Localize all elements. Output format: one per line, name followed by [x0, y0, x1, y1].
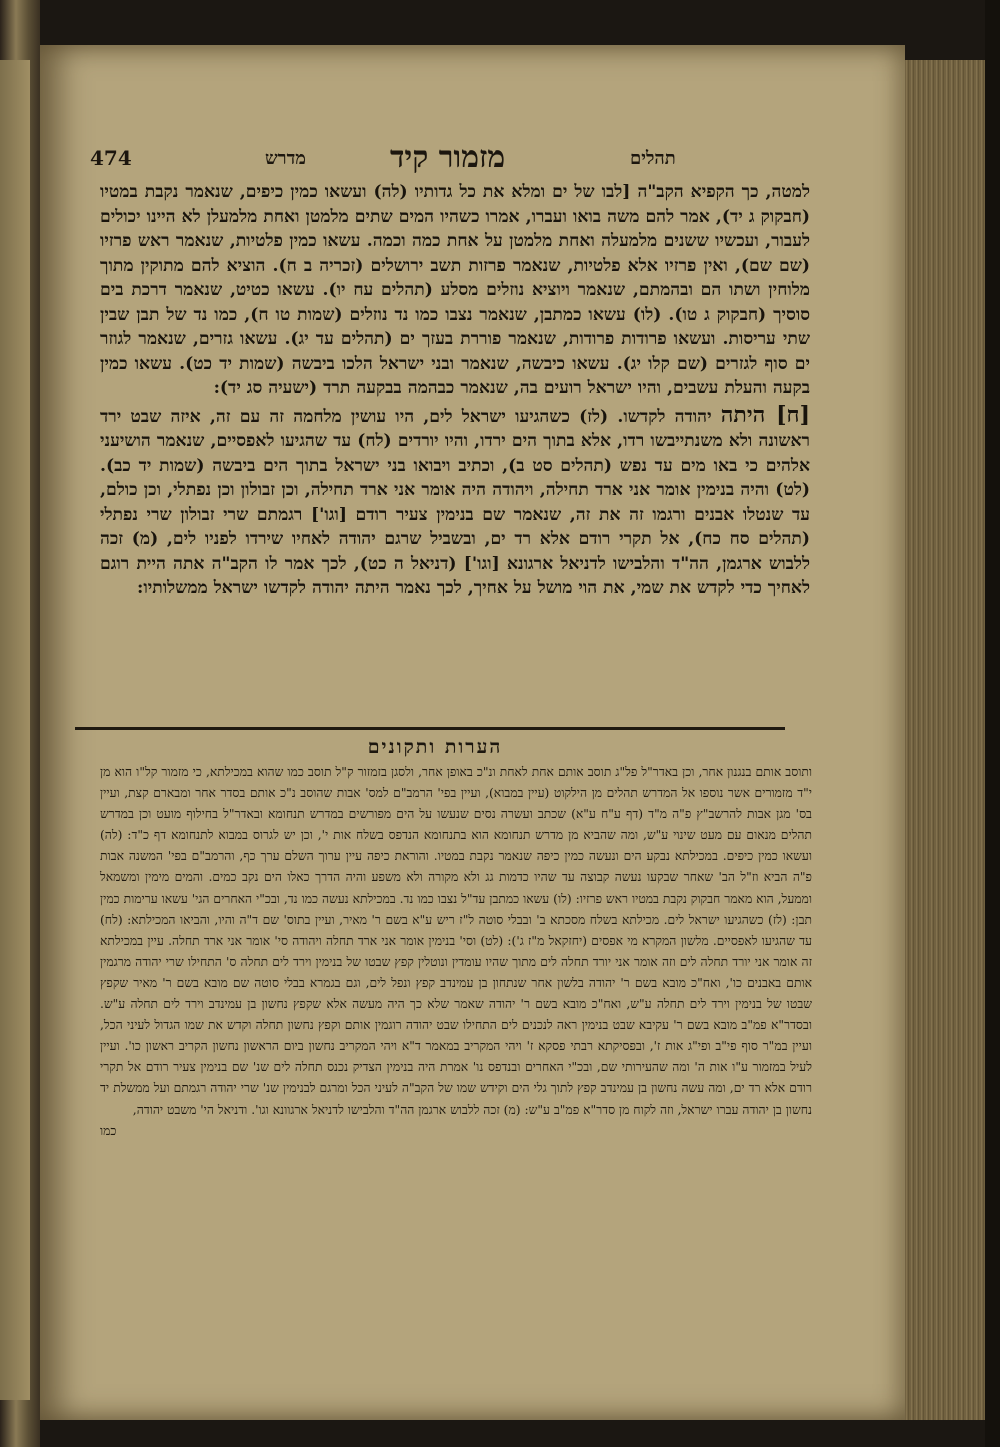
book-page-edges — [905, 60, 985, 1420]
main-text-block — [100, 180, 810, 601]
main-paragraph-2 — [100, 403, 810, 601]
notes-paragraph: ותוסב אותם בנגנון אחר, וכן באדר"ל פל"ג תוסב אותם אחת לאחת ונ"כ באופן אחר, ולסגן בזמזור ק"ל תוסב כמו שהוא במכילתא, כי מזמור קל"ו הוא מן י"ד מזמורים אשר נוספו אל המדרש תהלים מן הילקוט (עיין במבוא), ועיין בפי' הרמב"ם למס' אבות שהוסב נ"כ אותם בסדר אחר ומבארם קצת, ועיין בס' מגן אבות להרשב"ץ פ"ה מ"ד (דף ע"ח ע"א) שכתב ועשרה נסים שנעשו על הים מפורשים במדרש תנחומא ובאדר"ל בחילוף מועט וכן במדרש תהלים מנאום עם מעט שינוי ע"ש, ומה שהביא מן מדרש תנחומא הוא בתנחומא הנדפס בשלח אות י', וכן יש לגרוס במבוא לתנחומא דף כ"ד: (לה) ועשאו כמין כיפים. במכילתא נבקע הים ונעשה כמין כיפה שנאמר נקבת במטיו. והוראת כיפה עיין ערוך השלם ערך כף, והרמב"ם בפי' המשנה אבות פ"ה הביא וז"ל הב' שאחר שבקעו נעשה קבוצה עד שהיו כדמות גג ולא מקורה ולא משפע והיה הדרך כאלו הים נקב כמים. והמים מימין ומשמאל וממעל, הוא מאמר חבקוק נקבת במטיו ראש פרזיו: (לו) עשאו כמתבן עד"ל נצבו כמו נד. במכילתא נעשה כמו נד, ובכ"י האחרים הגי' עשאו ערימות כמין תבן: (לז) כשהגיעו ישראל לים. מכילתא בשלח מסכתא ב' ובבלי סוטה ל"ז ריש ע"א בשם ר' מאיר, ועיין בתוס' שם ד"ה והיו, והביאו המכילתא: (לח) עד שהגיעו לאפסיים. מלשון המקרא מי אפסים (יחזקאל מ"ז ג'): (לט) וסי' בנימין אומר אני ארד תחלה ויהודה סי' אומר אני ארד תחלה. עיין במכילתא זה אומר אני יורד תחלה לים וזה אומר אני יורד תחלה לים מתוך שהיו עומדין ונוטלין קפץ שבטו של בנימין וירד לים תחלה ס' התחילו שרי יהודה מרגמין אותם באבנים כו', ואח"כ מובא בשם ר' יהודה בלשון אחר שנתחון בן עמינדב קפץ ונפל לים, וגם בגמרא בבלי סוטה שם מובא בשם ר' מאיר שקפץ שבטו של בנימין וירד לים תחלה ע"ש, ואח"כ מובא בשם ר' יהודה שאמר שלא כך היה מעשה אלא שקפץ נחשון בן עמינדב וירד לים תחלה ע"ש. ובסדר"א פמ"ב מובא בשם ר' עקיבא שבט בנימין ראה לנכנים לים התחילו שבט יהודה רוגמין אותם וקפץ נחשון תחלה וקדש את שמו הגדול לעיני הכל, ועיין במ"ר סוף פי"ב ופי"ג אות ז', ובפסיקתא רבתי פסקא ז' ויהי המקריב במאמר ד"א ויהי המקריב נחשון ביום הראשון נחשון הקריב ראשון כו'. ועיין לעיל במזמור ע"ו אות ה' ומה שהעירותי שם, ובכ"י האחרים ובנדפס נו' אמרת היה בנימין הצדיק נכנס תחלה לים שנ' שם בנימין צעיר רודם אל תקרי רודם אלא רד ים, ומה עשה נחשון בן עמינדב קפץ לתוך גלי הים וקידש שמו של הקב"ה לעיני הכל ומרגם לבנימין שנ' שרי יהודה רגמתם ועל ממשלת יד נחשון בן יהודה עברו ישראל, וזה לקוח מן סדר"א פמ"ב ע"ש: (מ) זכה ללבוש ארגמן הה"ד והלבישו לדניאל ארגוונא וגו'. ודניאל הי' משבט יהודה, — [100, 765, 812, 1117]
section-divider — [75, 727, 785, 730]
page-number: 474 — [90, 146, 132, 170]
notes-text-block — [100, 762, 812, 1142]
main-paragraph-1: למטה, כך הקפיא הקב"ה [לבו של ים ומלא את כל גדותיו (לה) ועשאו כמין כיפים, שנאמר נקבת במטיו (חבקוק ג יד), אמר להם משה בואו ועברו, אמרו כשהיו המים שתים מלמטן ואחת מלמעלן לא היינו יכולים לעבור, ועכשיו ששנים מלמעלה ואחת מלמטן על אחת כמה וכמה. עשאו כמין פלטיות, שנאמר ראש פרזיו (שם שם), ואין פרזיו אלא פלטיות, שנאמר פרזות תשב ירושלים (זכריה ב ח). הוציא להם מתוקין מתוך מלוחין ושתו הם ובהמתם, שנאמר ויוציא נוזלים מסלע (תהלים עח יו). עשאו כטיט, שנאמר דרכת בים סוסיך (חבקוק ג טו). (לו) עשאו כמתבן, שנאמר נצבו כמו נד נוזלים (שמות טו ח), כמו נד של תבן שבין שתי עריסות. ועשאו פרודות פרודות, שנאמר פוררת בעזך ים (תהלים עד יג). עשאו גזרים, שנאמר לגוזר ים סוף לגזרים (שם קלו יג). עשאו כיבשה, שנאמר ובני ישראל הלכו ביבשה (שמות יד כט). עשאו כמין בקעה והעלת עשבים, והיו ישראל רועים בה, שנאמר כבהמה בבקעה תרד (ישעיה סג יד): — [100, 182, 810, 398]
background-right — [985, 0, 1000, 1447]
notes-heading: הערות ותקונים — [367, 736, 503, 758]
chapter-title: מזמור קיד — [390, 140, 506, 175]
book-title: תהלים — [630, 148, 676, 169]
catchword: כמו — [100, 1123, 117, 1138]
paragraph-2-text: יהודה לקדשו. (לז) כשהגיעו ישראל לים, היו עושין מלחמה זה עם זה, איזה שבט ירד ראשונה ולא משנתייבשו רדו, אלא בתוך הים ירדו, והיו יורדים (לח) עד שהגיעו לאפסיים, שנאמר הושיעני אלהים כי באו מים עד נפש (תהלים סט ב), וכתיב ויבואו בני ישראל בתוך הים ביבשה (שמות יד כב). (לט) והיה בנימין אומר אני ארד תחילה, ויהודה היה אומר אני ארד תחילה, וכן זבולון וכן נפתלי, וכן כולם, עד שנטלו אבנים ורגמו זה את זה, שנאמר שם בנימין צעיר רודם [וגו'] רגמתם שרי זבולון שרי נפתלי (תהלים סח כח), אל תקרי רודם אלא רד ים, ובשביל שרגם יהודה לאחיו שירדו לפניו לים, (מ) זכה ללבוש ארגמן, הה"ד והלבישו לדניאל ארגונא [וגו'] (דניאל ה כט), לכך אמר לו הקב"ה אתה היית רוגם לאחיך כדי לקדש את שמי, את הוי מושל על אחיך, לכך נאמר היתה יהודה לקדשו ישראל ממשלותיו: — [100, 406, 810, 598]
left-page-edge — [0, 60, 30, 1400]
paragraph-label: [ח] היתה — [720, 401, 810, 428]
page-header — [90, 140, 770, 180]
section-word: מדרש — [265, 148, 306, 169]
